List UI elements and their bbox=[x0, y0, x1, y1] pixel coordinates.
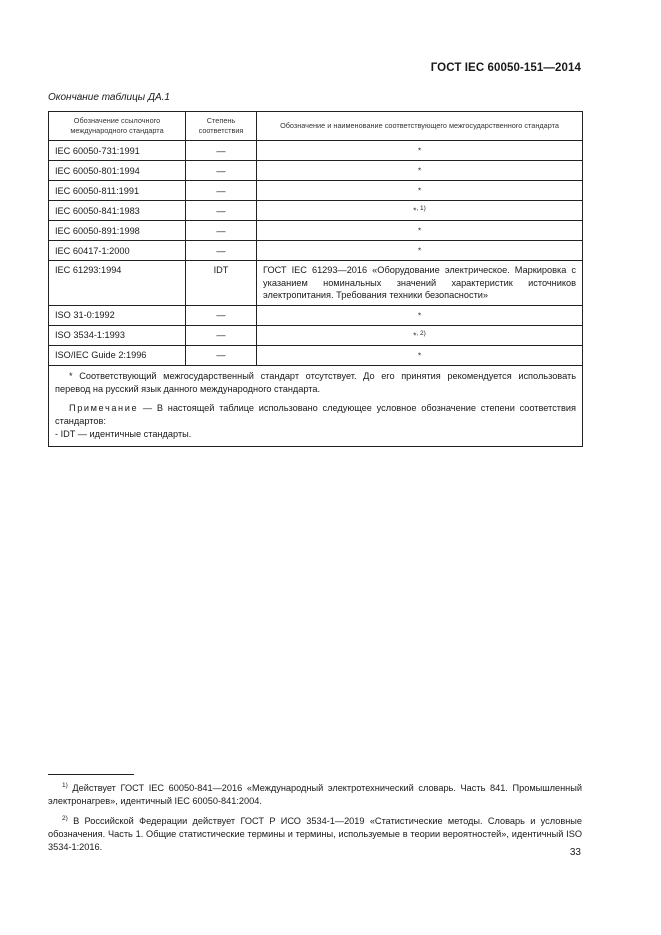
document-code: ГОСТ IEC 60050-151—2014 bbox=[430, 62, 581, 74]
footnote-text: В Российской Федерации действует ГОСТ Р ИСО 3534-1—2019 «Статистические методы. Словарь и условные обозначения. Часть 1. Общие статистические термины и термины, используемые в теории вероятностей», идентичный ISO 3534-1:2016. bbox=[48, 816, 582, 853]
page-footnotes bbox=[48, 779, 582, 858]
standard-cell bbox=[257, 325, 583, 345]
table-row bbox=[49, 241, 583, 261]
mark-text: * bbox=[417, 311, 422, 321]
degree-cell: — bbox=[186, 241, 257, 261]
standard-cell bbox=[257, 221, 583, 241]
standard-cell: ГОСТ IEC 61293—2016 «Оборудование электрическое. Маркировка с указанием номинальных значений характеристик источников электропитания. Требования техники безопасности» bbox=[257, 261, 583, 306]
table-row bbox=[49, 345, 583, 365]
mark-text: * bbox=[417, 186, 422, 196]
note-text: — В настоящей таблице использовано следующее условное обозначение степени соответствия стандартов: bbox=[55, 402, 576, 426]
table-header-row bbox=[49, 112, 583, 141]
mark-text: * bbox=[417, 166, 422, 176]
table-notes-cell bbox=[49, 365, 583, 446]
table-row bbox=[49, 305, 583, 325]
table-row bbox=[49, 181, 583, 201]
footnote-text: Действует ГОСТ IEC 60050-841—2016 «Международный электротехнический словарь. Часть 841. Промышленный электронагрев», идентичный IEC 60050-841:2004. bbox=[48, 783, 582, 807]
header-interstate-standard: Обозначение и наименование соответствующего межгосударственного стандарта bbox=[257, 112, 583, 141]
footnote-number: 2) bbox=[62, 815, 68, 823]
reference-cell: IEC 60417-1:2000 bbox=[49, 241, 186, 261]
header-degree: Степень соответствия bbox=[186, 112, 257, 141]
footnote-ref: , 2) bbox=[416, 329, 426, 337]
degree-cell: — bbox=[186, 181, 257, 201]
standard-cell bbox=[257, 141, 583, 161]
degree-cell: — bbox=[186, 325, 257, 345]
reference-cell: IEC 61293:1994 bbox=[49, 261, 186, 306]
table-row bbox=[49, 261, 583, 306]
reference-cell: ISO 3534-1:1993 bbox=[49, 325, 186, 345]
reference-cell: IEC 60050-841:1983 bbox=[49, 201, 186, 221]
reference-cell: ISO 31-0:1992 bbox=[49, 305, 186, 325]
table-row bbox=[49, 325, 583, 345]
header-reference-standard: Обозначение ссылочного международного стандарта bbox=[49, 112, 186, 141]
note-label: Примечание bbox=[69, 402, 139, 413]
standard-cell bbox=[257, 161, 583, 181]
degree-cell: — bbox=[186, 305, 257, 325]
standards-table bbox=[48, 111, 583, 447]
reference-cell: IEC 60050-731:1991 bbox=[49, 141, 186, 161]
footnote-number: 1) bbox=[62, 782, 68, 789]
mark-text: * bbox=[417, 146, 422, 156]
degree-cell: IDT bbox=[186, 261, 257, 306]
table-caption: Окончание таблицы ДА.1 bbox=[48, 92, 170, 103]
degree-cell: — bbox=[186, 221, 257, 241]
table-notes-row bbox=[49, 365, 583, 446]
degree-cell: — bbox=[186, 141, 257, 161]
mark-text: * bbox=[417, 226, 422, 236]
footnote-divider bbox=[48, 774, 134, 775]
table-row bbox=[49, 161, 583, 181]
mark-text: * bbox=[417, 351, 422, 361]
standard-cell bbox=[257, 345, 583, 365]
reference-cell: ISO/IEC Guide 2:1996 bbox=[49, 345, 186, 365]
table-row bbox=[49, 141, 583, 161]
footnote-2 bbox=[48, 812, 582, 854]
mark-text: * bbox=[413, 331, 417, 341]
degree-cell: — bbox=[186, 201, 257, 221]
standard-cell bbox=[257, 241, 583, 261]
note-idt-line: - IDT — идентичные стандарты. bbox=[55, 428, 192, 439]
page-number: 33 bbox=[569, 847, 581, 858]
star-footnote: * Соответствующий межгосударственный стандарт отсутствует. До его принятия рекомендуется использовать перевод на русский язык данного международного стандарта. bbox=[55, 370, 576, 394]
table-row bbox=[49, 221, 583, 241]
mark-text: * bbox=[413, 206, 417, 216]
degree-cell: — bbox=[186, 161, 257, 181]
degree-cell: — bbox=[186, 345, 257, 365]
reference-cell: IEC 60050-811:1991 bbox=[49, 181, 186, 201]
footnote-1 bbox=[48, 779, 582, 808]
table-row bbox=[49, 201, 583, 221]
reference-cell: IEC 60050-891:1998 bbox=[49, 221, 186, 241]
standard-cell bbox=[257, 305, 583, 325]
note-paragraph bbox=[55, 402, 576, 428]
reference-cell: IEC 60050-801:1994 bbox=[49, 161, 186, 181]
standard-cell bbox=[257, 201, 583, 221]
standard-cell bbox=[257, 181, 583, 201]
footnote-ref: , 1) bbox=[416, 205, 426, 213]
mark-text: * bbox=[417, 246, 422, 256]
